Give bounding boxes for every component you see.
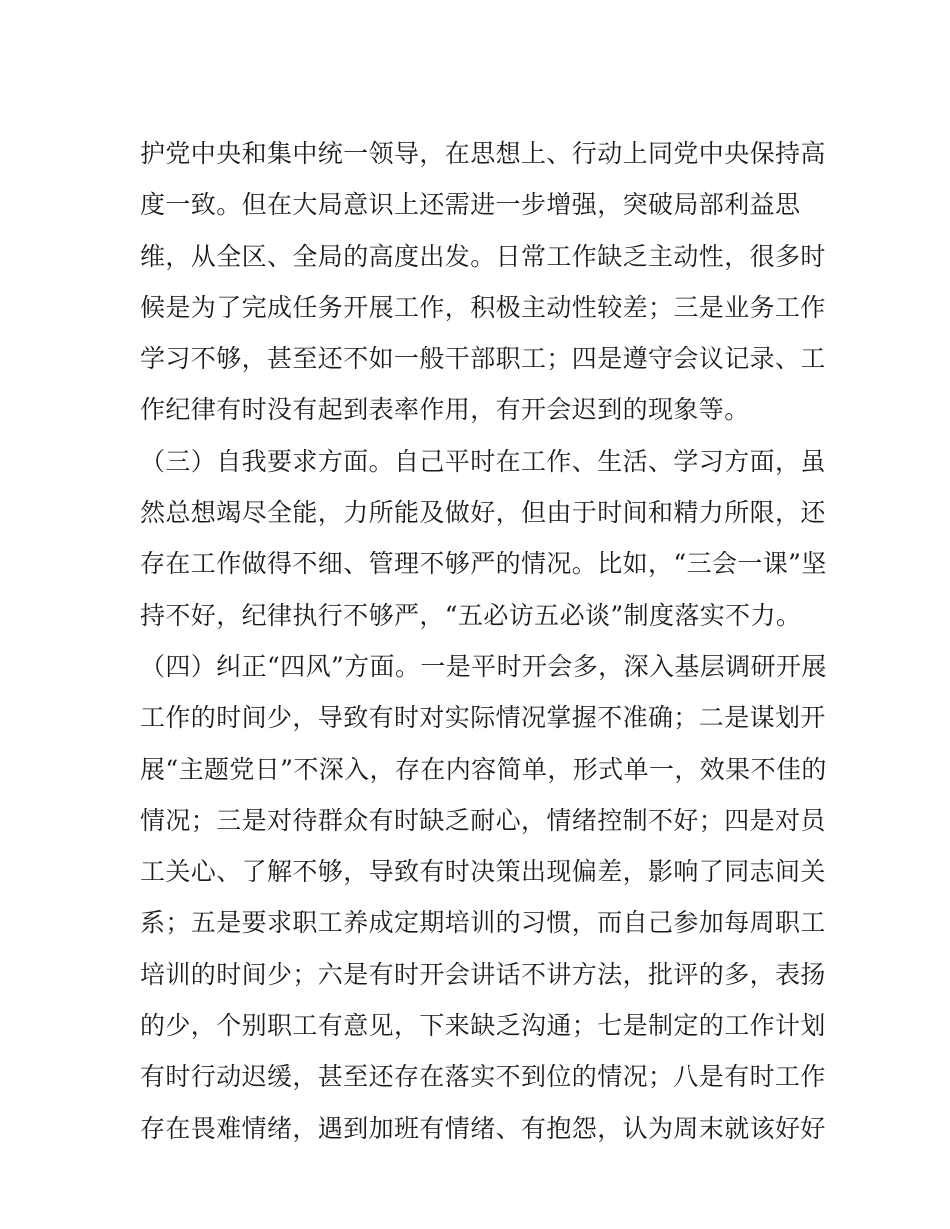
text-line: 情况；三是对待群众有时缺乏耐心，情绪控制不好；四是对员 [140,805,826,835]
text-line: 然总想竭尽全能，力所能及做好，但由于时间和精力所限，还 [140,498,826,528]
text-line: 护党中央和集中统一领导，在思想上、行动上同党中央保持高 [140,139,826,168]
text-line: 有时行动迟缓，甚至还存在落实不到位的情况；八是有时工作 [140,1062,826,1092]
text-line: 维，从全区、全局的高度出发。日常工作缺乏主动性，很多时 [140,241,826,271]
text-line: 的少，个别职工有意见，下来缺乏沟通；七是制定的工作计划 [140,1011,826,1041]
text-line: 存在工作做得不细、管理不够严的情况。比如，“三会一课”坚 [140,549,827,579]
text-line: 系；五是要求职工养成定期培训的习惯，而自己参加每周职工 [140,908,826,938]
text-line: 培训的时间少；六是有时开会讲话不讲方法，批评的多，表扬 [140,959,826,989]
body-text [140,128,827,1154]
text-line: 度一致。但在大局意识上还需进一步增强，突破局部利益思 [140,190,801,220]
text-line: （三）自我要求方面。自己平时在工作、生活、学习方面，虽 [140,446,826,476]
text-line: 工关心、了解不够，导致有时决策出现偏差，影响了同志间关 [140,857,826,887]
text-line: 工作的时间少，导致有时对实际情况掌握不准确；二是谋划开 [140,703,826,733]
text-line: （四）纠正“四风”方面。一是平时开会多，深入基层调研开展 [140,651,827,681]
text-line: 作纪律有时没有起到表率作用，有开会迟到的现象等。 [140,395,750,425]
text-line: 候是为了完成任务开展工作，积极主动性较差；三是业务工作 [140,292,826,322]
text-line: 持不好，纪律执行不够严，“五必访五必谈”制度落实不力。 [140,600,802,630]
text-line: 学习不够，甚至还不如一般干部职工；四是遵守会议记录、工 [140,344,826,374]
text-line: 展“主题党日”不深入，存在内容简单，形式单一，效果不佳的 [140,754,827,784]
text-line: 存在畏难情绪，遇到加班有情绪、有抱怨，认为周末就该好好 [140,1113,826,1143]
